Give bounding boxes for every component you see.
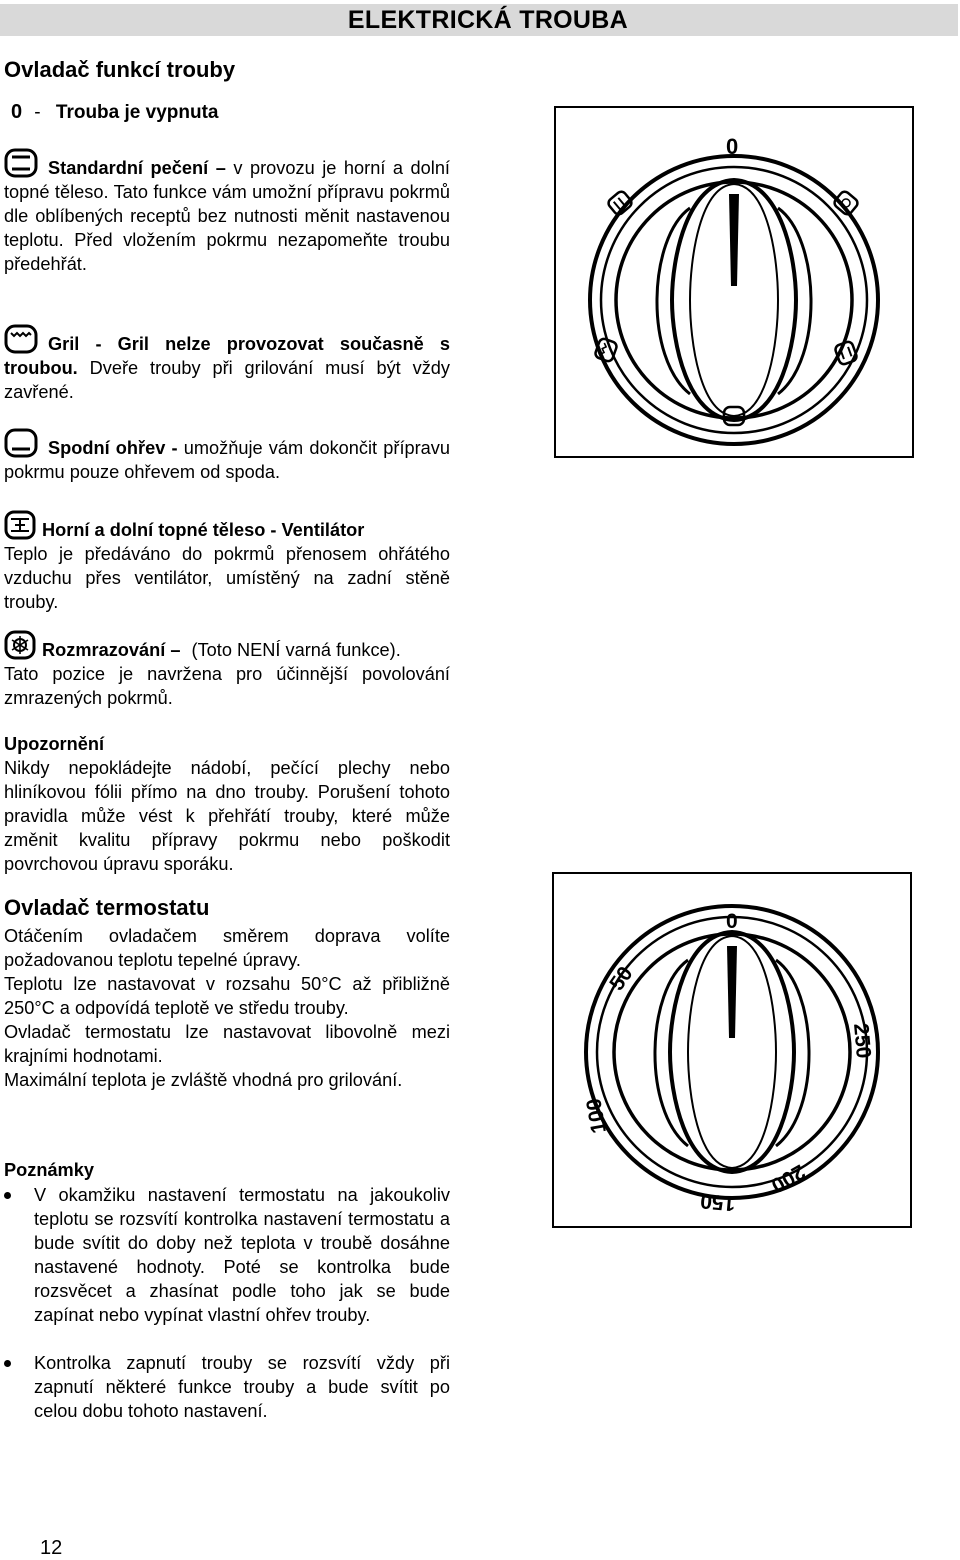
thermostat-label-0: 0 — [726, 910, 738, 933]
off-label: Trouba je vypnuta — [55, 102, 219, 123]
grill-icon — [4, 324, 38, 354]
bullet-icon — [4, 1192, 11, 1199]
grill-bold-text: Gril - Gril nelze provozovat současně s troubou. — [4, 334, 450, 378]
defrost-paragraph — [4, 630, 450, 710]
thermostat-label-200: 200 — [767, 1159, 809, 1198]
thermostat-p1: Otáčením ovladačem směrem doprava volíte požadovanou teplotu tepelné úpravy. — [4, 926, 450, 970]
defrost-text2: Tato pozice je navržena pro účinnější povolování zmrazených pokrmů. — [4, 664, 450, 708]
conventional-heat-icon — [4, 148, 38, 178]
grill-text: Dveře trouby při grilování musí být vždy zavřené. — [4, 358, 450, 402]
warning-title: Upozornění — [4, 734, 105, 754]
defrost-icon — [4, 630, 36, 660]
thermostat-label-50: 50 — [605, 962, 638, 995]
note-item-text: Kontrolka zapnutí trouby se rozsvítí vždy při zapnutí některé funkce trouby a bude svítit po celou dobu tohoto nastavení. — [34, 1353, 450, 1421]
grill-paragraph — [4, 324, 450, 404]
thermostat-label-250: 250 — [849, 1022, 875, 1060]
notes-title: Poznámky — [4, 1160, 94, 1180]
off-position — [4, 100, 450, 125]
thermostat-label-100: 100 — [582, 1096, 611, 1136]
thermostat-knob-figure — [552, 872, 912, 1228]
note-item — [4, 1183, 450, 1327]
defrost-bold: Rozmrazování – — [42, 640, 181, 660]
standard-heat-text: v provozu je horní a dolní topné těleso. Tato funkce vám umožní přípravu pokrmů dle oblíbených receptů bez nutnosti měnit nastavenou teplotu. Před vložením pokrmu nezapomeňte troubu předehřát. — [4, 158, 450, 274]
function-knob-figure — [554, 106, 914, 458]
functions-heading: Ovladač funkcí trouby — [4, 57, 236, 82]
defrost-text1: (Toto NENÍ varná funkce). — [191, 640, 401, 660]
bottom-heat-paragraph — [4, 428, 450, 484]
off-symbol: 0 — [10, 101, 23, 123]
conventional-heat-icon — [834, 341, 858, 366]
standard-heat-dash: – — [215, 158, 226, 178]
thermostat-p2: Teplotu lze nastavovat v rozsahu 50°C až přibližně 250°C a odpovídá teplotě ve středu trouby. — [4, 974, 450, 1018]
bottom-heat-bold: Spodní ohřev - — [48, 438, 178, 458]
note-item — [4, 1351, 450, 1423]
warning-text: Nikdy nepokládejte nádobí, pečící plechy nebo hliníkovou fólii přímo na dno trouby. Porušení tohoto pravidla může vést k přehřátí trouby, které může změnit kvalitu přípravy pokrmu nebo poškodit povrchovou úpravu sporáku. — [4, 758, 450, 874]
thermostat-knob-drawing — [554, 874, 910, 1226]
thermostat-heading: Ovladač termostatu — [4, 895, 210, 920]
page-header-title: ELEKTRICKÁ TROUBA — [347, 6, 628, 34]
thermostat-label-150: 150 — [699, 1188, 737, 1215]
fan-heat-paragraph — [4, 510, 450, 614]
thermostat-text — [4, 924, 450, 1092]
standard-heat-name: Standardní pečení — [48, 158, 209, 178]
function-knob-zero-label: 0 — [726, 134, 739, 159]
fan-heat-icon — [4, 510, 36, 540]
bullet-icon — [4, 1360, 11, 1367]
standard-heat-paragraph — [4, 148, 450, 276]
function-knob-drawing — [556, 108, 912, 456]
bottom-heat-icon — [4, 428, 38, 458]
bottom-heat-text: umožňuje vám dokončit přípravu pokrmu pouze ohřevem od spoda. — [4, 438, 450, 482]
page-number: 12 — [40, 1537, 63, 1559]
thermostat-p3: Ovladač termostatu lze nastavovat libovolně mezi krajními hodnotami. — [4, 1022, 450, 1066]
note-item-text: V okamžiku nastavení termostatu na jakoukoliv teplotu se rozsvítí kontrolka nastavení termostatu a bude svítit do doby než teplota v troubě dosáhne nastavené hodnoty. Poté se kontrolka bude rozsvěcet a zhasínat podle toho jak se bude zapínat nebo vypínat vlastní ohřev trouby. — [34, 1185, 450, 1325]
fan-heat-text: Teplo je předáváno do pokrmů přenosem ohřátého vzduchu přes ventilátor, umístěný na zadní stěně trouby. — [4, 544, 450, 612]
off-dash: - — [34, 102, 41, 123]
thermostat-p4: Maximální teplota je zvláště vhodná pro grilování. — [4, 1070, 403, 1090]
fan-heat-bold: Horní a dolní topné těleso - Ventilátor — [42, 520, 365, 540]
